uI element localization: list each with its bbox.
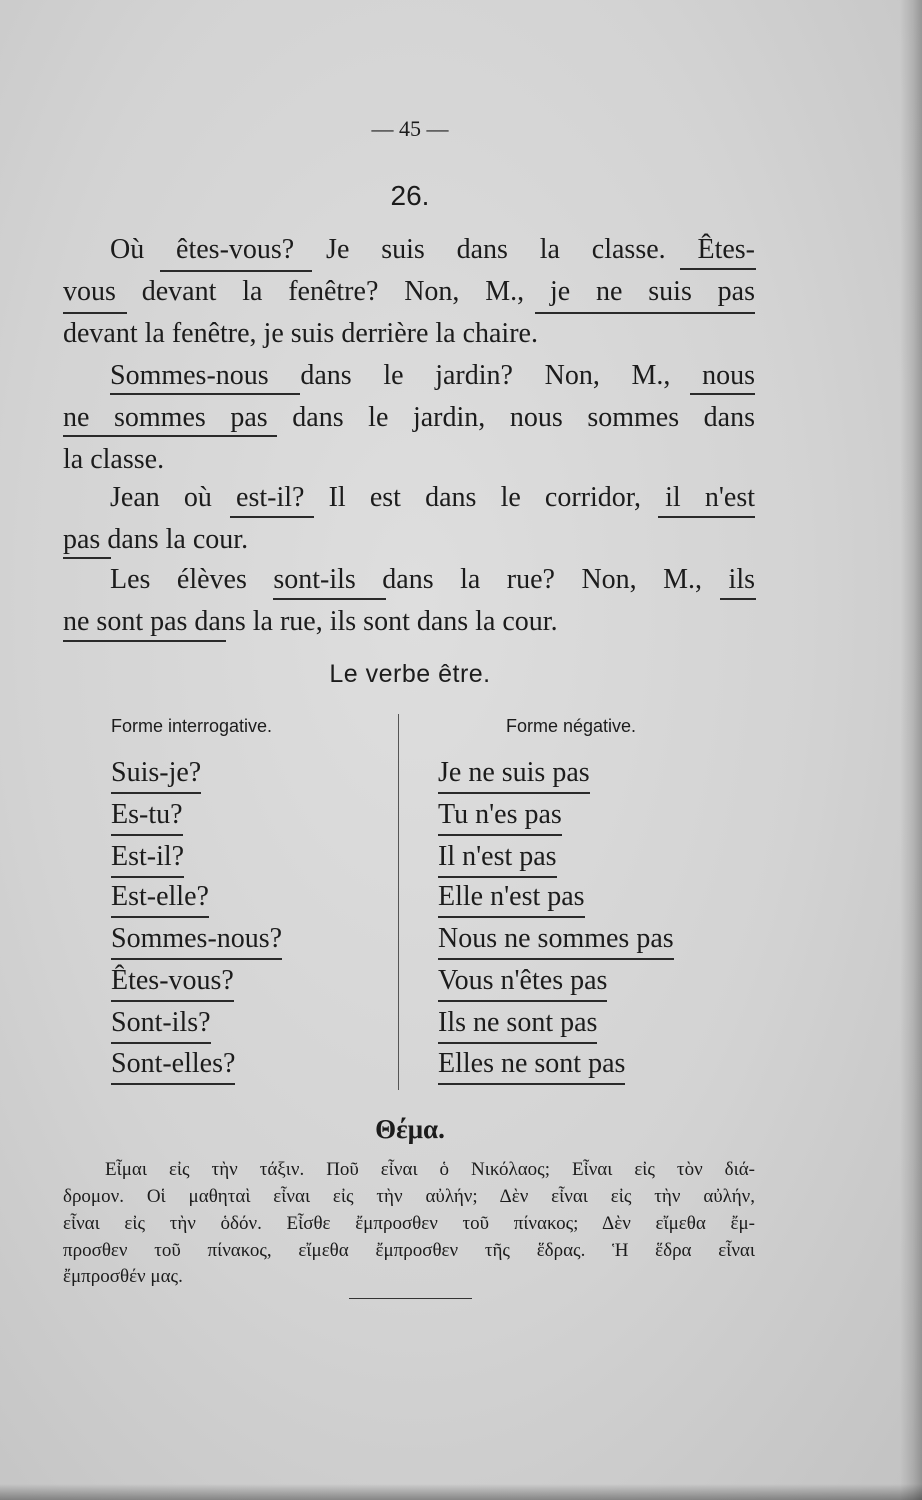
text-line: Les élèves sont-ils dans la rue? Non, M., ils — [110, 564, 755, 595]
underline — [110, 393, 300, 395]
section-title: Le verbe être. — [329, 660, 491, 688]
negative-form: Ils ne sont pas — [438, 1006, 597, 1044]
interrogative-heading: Forme interrogative. — [111, 716, 273, 736]
exercise-line: προσθεν τοῦ πίνακος, εἴμεθα ἔμπροσθεν τῆς ἕδρας. Ἡ ἕδρα εἶναι — [63, 1240, 755, 1261]
negative-form: Elles ne sont pas — [438, 1047, 625, 1085]
lesson-number: 26. — [390, 180, 430, 211]
text-line: ne sommes pas dans le jardin, nous sommes dans — [63, 402, 755, 433]
text-line: vous devant la fenêtre? Non, M., je ne suis pas — [63, 276, 755, 307]
interrogative-form: Suis-je? — [111, 756, 201, 794]
text-line: pas dans la cour. — [63, 524, 249, 555]
underline — [63, 557, 111, 559]
underline — [535, 312, 755, 314]
end-rule — [349, 1298, 472, 1299]
text-line: Où êtes-vous? Je suis dans la classe. Êtes- — [110, 234, 755, 265]
underline — [160, 270, 312, 272]
text-line: devant la fenêtre, je suis derrière la chaire. — [63, 318, 538, 349]
underline — [63, 640, 226, 642]
exercise-line: ἔμπροσθέν μας. — [63, 1266, 183, 1287]
interrogative-form: Êtes-vous? — [111, 964, 234, 1002]
interrogative-form: Sont-elles? — [111, 1047, 235, 1085]
underline — [63, 312, 127, 314]
exercise-title: Θέμα. — [375, 1114, 445, 1144]
exercise-line: Εἶμαι εἰς τὴν τάξιν. Ποῦ εἶναι ὁ Νικόλαος; Εἶναι εἰς τὸν διά- — [105, 1159, 755, 1180]
text-line: la classe. — [63, 444, 165, 475]
interrogative-form: Sont-ils? — [111, 1006, 211, 1044]
negative-form: Il n'est pas — [438, 840, 557, 878]
negative-form: Je ne suis pas — [438, 756, 590, 794]
page-bottom-shadow — [0, 1484, 922, 1500]
negative-form: Vous n'êtes pas — [438, 964, 607, 1002]
underline — [720, 598, 756, 600]
negative-form: Tu n'es pas — [438, 798, 562, 836]
exercise-line: εἶναι εἰς τὴν ὁδόν. Εἶσθε ἔμπροσθεν τοῦ πίνακος; Δὲν εἴμεθα ἔμ- — [63, 1213, 755, 1234]
negative-form: Elle n'est pas — [438, 880, 585, 918]
page-edge-shadow — [900, 0, 922, 1500]
column-divider — [398, 714, 399, 1090]
underline — [690, 393, 755, 395]
exercise-line: δρομον. Οἱ μαθηταὶ εἶναι εἰς τὴν αὐλήν; Δὲν εἶναι εἰς τὴν αὐλήν, — [63, 1186, 755, 1207]
negative-form: Nous ne sommes pas — [438, 922, 674, 960]
underline — [273, 598, 386, 600]
interrogative-form: Est-il? — [111, 840, 184, 878]
underline — [230, 516, 314, 518]
page-number: — 45 — — [371, 116, 449, 141]
text-line: Jean où est-il? Il est dans le corridor, il n'est — [110, 482, 755, 513]
text-line: Sommes-nous dans le jardin? Non, M., nous — [110, 360, 755, 391]
underline — [63, 435, 277, 437]
interrogative-form: Es-tu? — [111, 798, 183, 836]
interrogative-form: Est-elle? — [111, 880, 209, 918]
text-line: ne sont pas dans la rue, ils sont dans la cour. — [63, 606, 558, 637]
underline — [658, 516, 755, 518]
underline — [680, 268, 756, 270]
negative-heading: Forme négative. — [506, 716, 637, 736]
interrogative-form: Sommes-nous? — [111, 922, 282, 960]
